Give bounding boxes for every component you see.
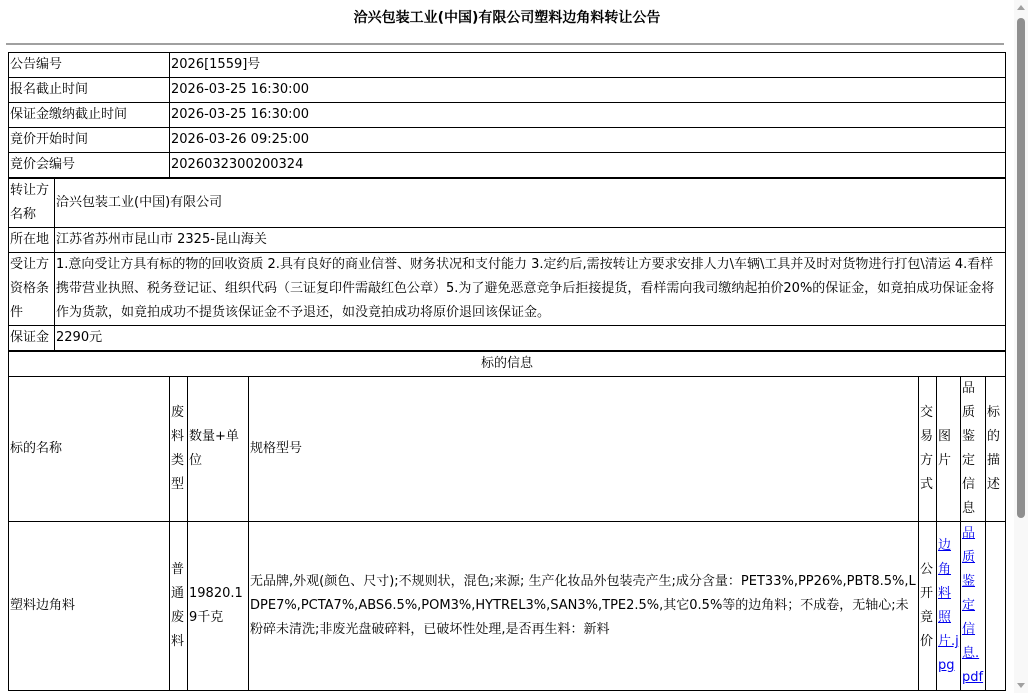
qualification-value: 1.意向受让方具有标的物的回收资质 2.具有良好的商业信誉、财务状况和支付能力 3.定约后,需按转让方要求安排人力\车辆\工具并及时对货物进行打包\清运 4.看样携带营业执照、税务登记证、组织代码（三证复印件需敲红色公章）5.为了避免恶意竞争后拒接提货，看样需向我司缴纳起拍价20%的保证金，如竟拍成功保证金将作为货款，如竟拍成功不提货该保证金不予退还，如没竟拍成功将原价退回该保证金。	[55, 253, 1006, 326]
header-quality-info: 品质鉴定信息	[961, 377, 986, 522]
location-value: 江苏省苏州市昆山市 2325-昆山海关	[55, 228, 1006, 253]
header-lot-name: 标的名称	[9, 377, 170, 522]
table-row	[9, 178, 1006, 228]
scrollbar-thumb[interactable]	[1017, 18, 1025, 518]
transferor-name-label: 转让方名称	[9, 178, 55, 228]
page-title: 洽兴包装工业(中国)有限公司塑料边角料转让公告	[353, 10, 661, 26]
table-row	[9, 253, 1006, 326]
table-row	[9, 351, 1006, 377]
header-quantity-unit: 数量+单位	[188, 377, 249, 522]
header-trade-mode: 交易方式	[919, 377, 937, 522]
lot-name: 塑料边角料	[9, 522, 170, 691]
table-row	[9, 153, 1006, 178]
table-row	[9, 53, 1006, 78]
deposit-deadline-value: 2026-03-25 16:30:00	[170, 103, 1006, 128]
deposit-deadline-label: 保证金缴纳截止时间	[9, 103, 170, 128]
bidding-session-no-label: 竟价会编号	[9, 153, 170, 178]
qualification-label: 受让方资格条件	[9, 253, 55, 326]
lot-quantity-unit: 19820.19千克	[188, 522, 249, 691]
lot-trade-mode: 公开竟价	[919, 522, 937, 691]
announcement-no-label: 公告编号	[9, 53, 170, 78]
image-link[interactable]: 边角料照片.jpg	[938, 538, 959, 673]
table-row	[9, 326, 1006, 351]
table-row	[9, 78, 1006, 103]
basic-info-table	[8, 52, 1006, 178]
header-description: 标的描述	[986, 377, 1006, 522]
header-spec: 规格型号	[249, 377, 919, 522]
header-image: 图片	[937, 377, 961, 522]
transferor-name-value: 洽兴包装工业(中国)有限公司	[55, 178, 1006, 228]
lot-description	[986, 522, 1006, 691]
lot-waste-type: 普通废料	[170, 522, 188, 691]
lot-info-table	[8, 350, 1006, 691]
lot-quality-cell	[961, 522, 986, 691]
table-row	[9, 228, 1006, 253]
title-divider	[6, 43, 1004, 45]
bidding-start-value: 2026-03-26 09:25:00	[170, 128, 1006, 153]
location-label: 所在地	[9, 228, 55, 253]
header-waste-type: 废料类型	[170, 377, 188, 522]
lot-spec: 无品牌,外观(颜色、尺寸);不规则状，混色;来源; 生产化妆品外包装壳产生;成分含量：PET33%,PP26%,PBT8.5%,LDPE7%,PCTA7%,ABS6.5%,POM3%,HYTREL3%,SAN3%,TPE2.5%,其它0.5%等的边角料；不成卷，无轴心;未粉碎未清洗;非废光盘破碎料，已破坏性处理,是否再生料：新料	[249, 522, 919, 691]
table-row	[9, 128, 1006, 153]
bidding-start-label: 竟价开始时间	[9, 128, 170, 153]
announcement-no-value: 2026[1559]号	[170, 53, 1006, 78]
table-header-row	[9, 377, 1006, 522]
deposit-value: 2290元	[55, 326, 1006, 351]
scroll-up-arrow-icon[interactable]	[1017, 5, 1025, 10]
vertical-scrollbar[interactable]	[1014, 0, 1028, 693]
table-row	[9, 522, 1006, 691]
registration-deadline-value: 2026-03-25 16:30:00	[170, 78, 1006, 103]
bidding-session-no-value: 2026032300200324	[170, 153, 1006, 178]
lot-info-section-title: 标的信息	[9, 351, 1006, 377]
scroll-down-arrow-icon[interactable]	[1017, 683, 1025, 688]
registration-deadline-label: 报名截止时间	[9, 78, 170, 103]
lot-image-cell	[937, 522, 961, 691]
transferor-table	[8, 177, 1006, 351]
deposit-label: 保证金	[9, 326, 55, 351]
table-row	[9, 103, 1006, 128]
quality-info-link[interactable]: 品质鉴定信息.pdf	[962, 526, 984, 685]
